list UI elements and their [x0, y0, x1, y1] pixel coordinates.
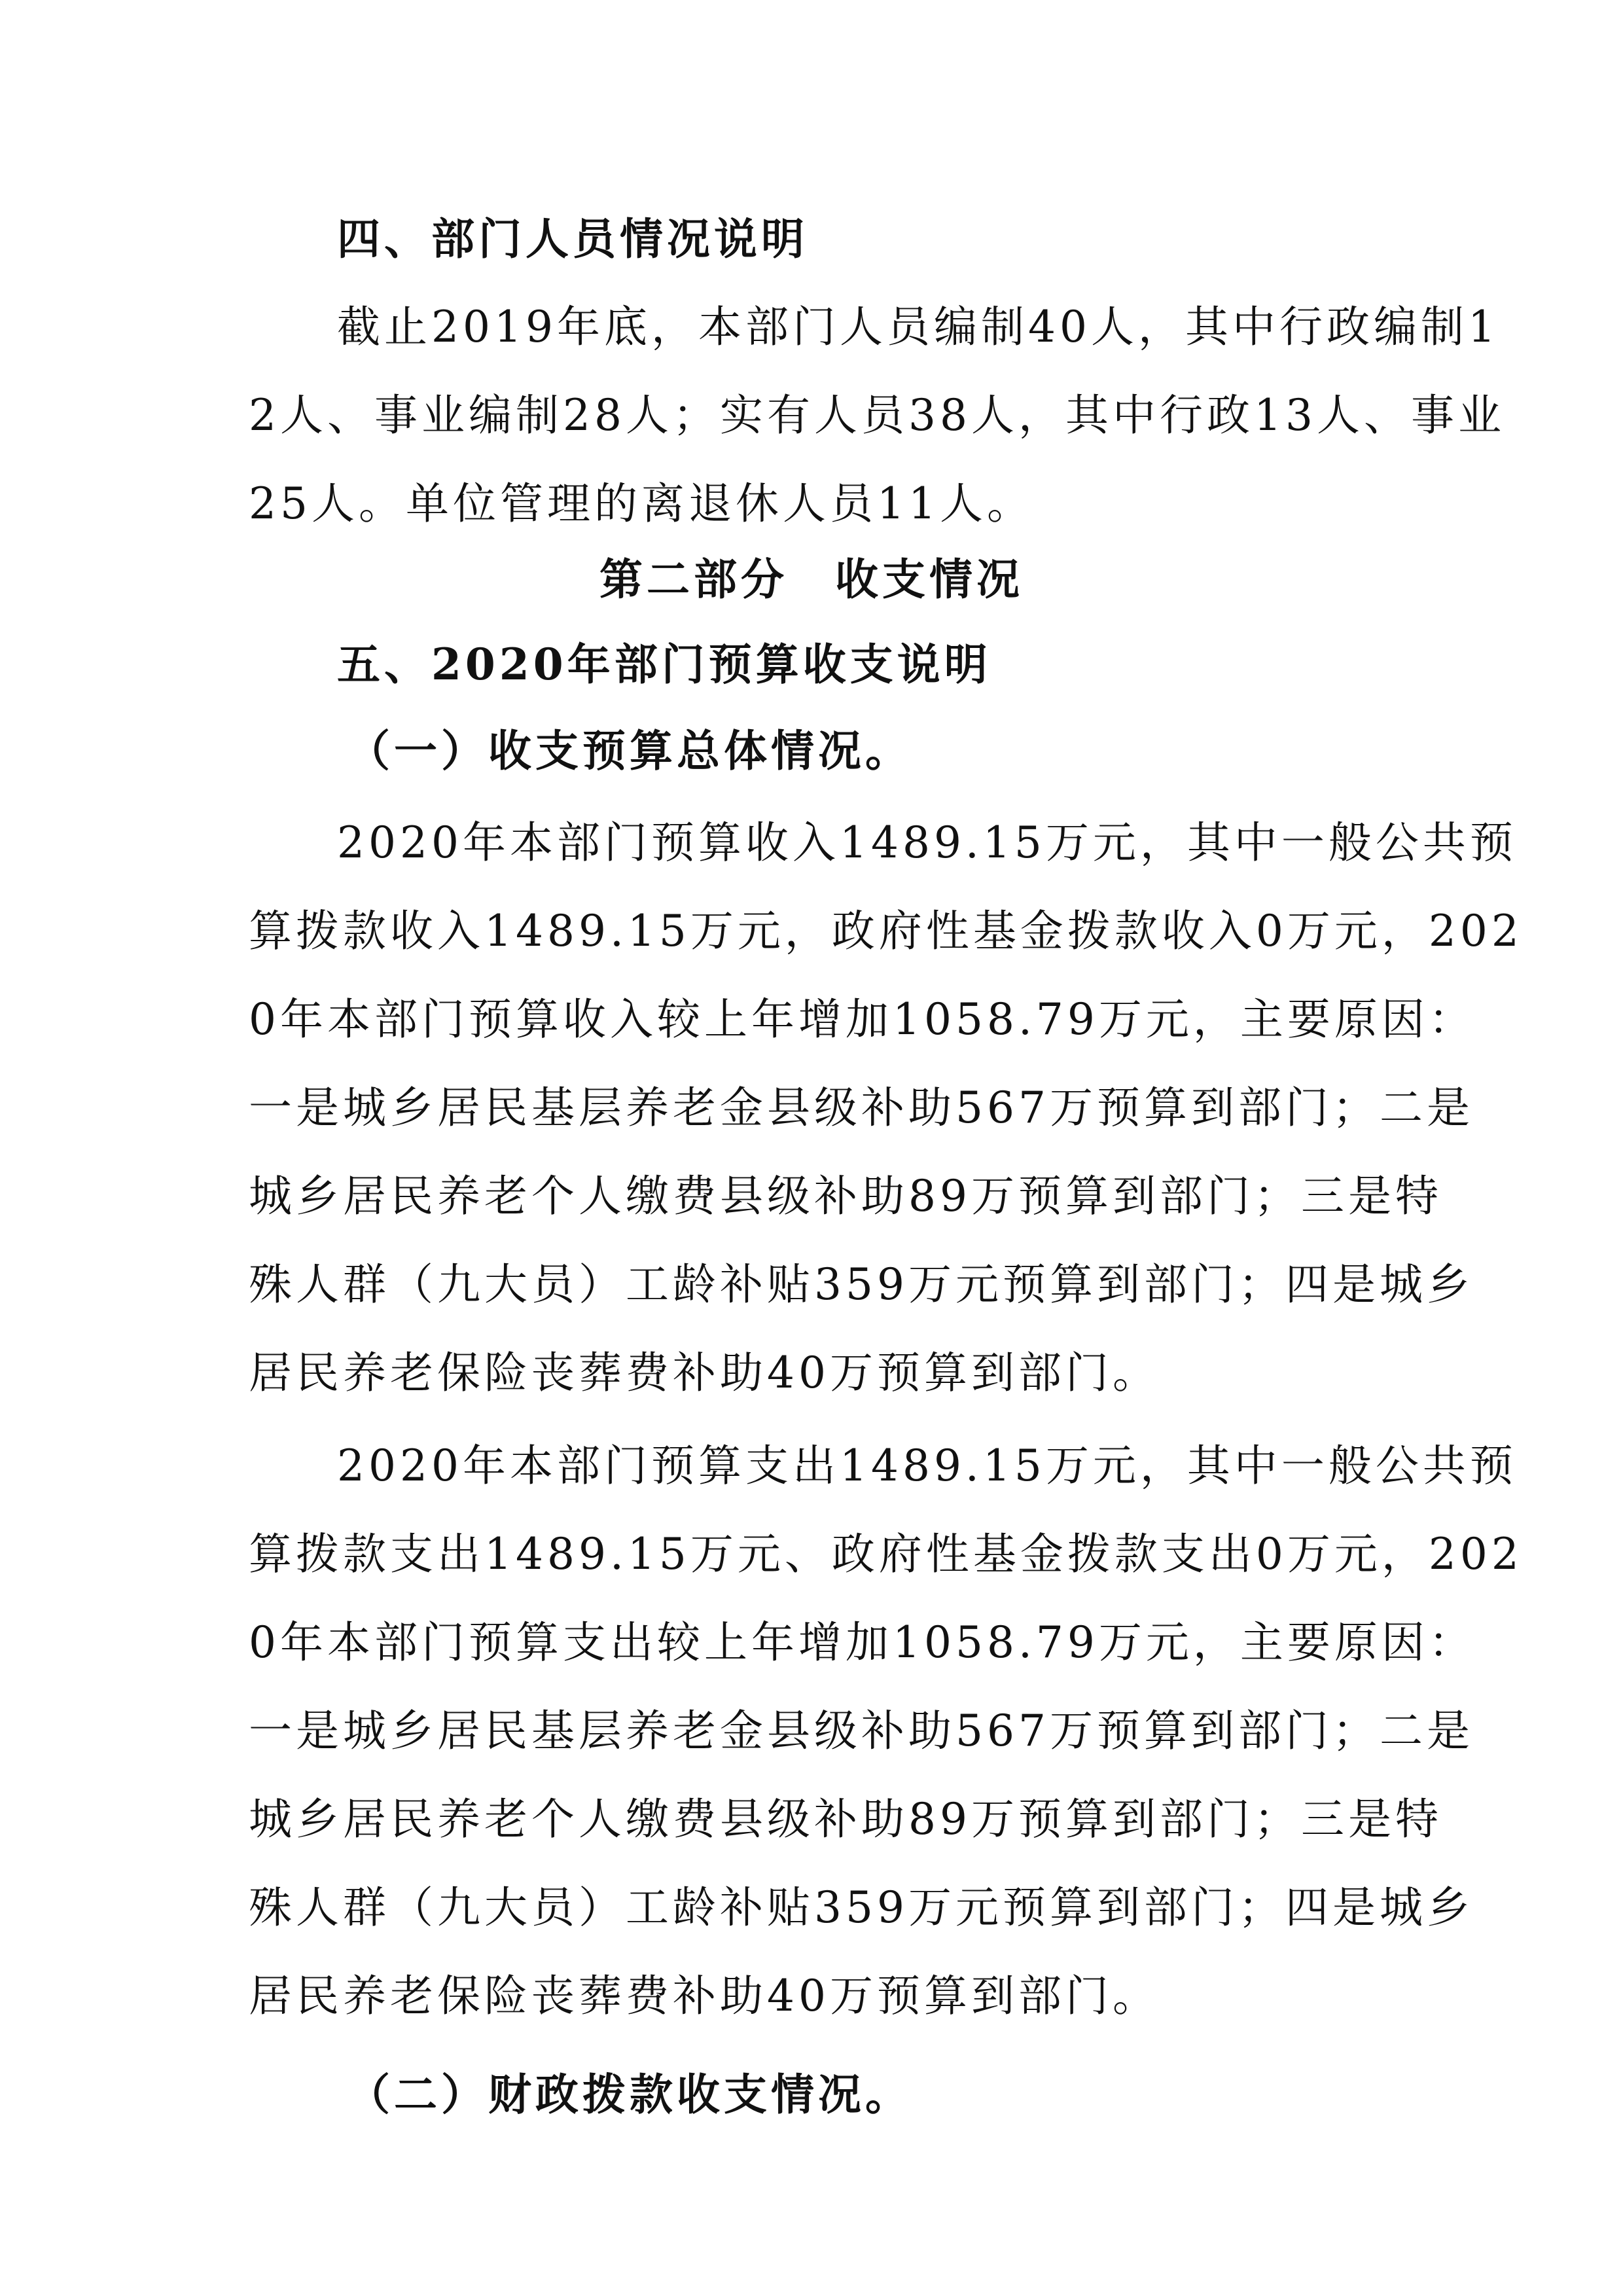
- income-para-line: 居民养老保险丧葬费补助40万预算到部门。: [249, 1348, 1160, 1398]
- expense-para-line: 城乡居民养老个人缴费县级补助89万预算到部门；三是特: [249, 1794, 1442, 1844]
- expense-para-line: 算拨款支出1489.15万元、政府性基金拨款支出0万元，202: [249, 1529, 1523, 1579]
- expense-para-line: 居民养老保险丧葬费补助40万预算到部门。: [249, 1971, 1160, 2021]
- expense-para-line: 一是城乡居民基层养老金县级补助567万预算到部门；二是: [249, 1706, 1474, 1756]
- expense-para-line: 0年本部门预算支出较上年增加1058.79万元，主要原因：: [249, 1617, 1476, 1668]
- part-2-title: 第二部分 收支情况: [599, 554, 1024, 605]
- income-para-line: 算拨款收入1489.15万元，政府性基金拨款收入0万元，202: [249, 906, 1523, 956]
- income-para-line: 殊人群（九大员）工龄补贴359万元预算到部门；四是城乡: [249, 1259, 1474, 1310]
- section-4-heading: 四、部门人员情况说明: [337, 213, 808, 264]
- expense-para-line: 2020年本部门预算支出1489.15万元，其中一般公共预: [337, 1441, 1517, 1491]
- section-4-para-line: 截止2019年底，本部门人员编制40人，其中行政编制1: [337, 302, 1499, 352]
- income-para-line: 城乡居民养老个人缴费县级补助89万预算到部门；三是特: [249, 1171, 1442, 1221]
- section-5-heading: 五、2020年部门预算收支说明: [337, 639, 991, 690]
- expense-para-line: 殊人群（九大员）工龄补贴359万元预算到部门；四是城乡: [249, 1882, 1474, 1933]
- subsection-1-heading: （一）收支预算总体情况。: [347, 725, 912, 776]
- subsection-2-heading: （二）财政拨款收支情况。: [347, 2069, 912, 2120]
- income-para-line: 2020年本部门预算收入1489.15万元，其中一般公共预: [337, 817, 1517, 868]
- section-4-para-line: 25人。单位管理的离退休人员11人。: [249, 478, 1034, 529]
- income-para-line: 一是城乡居民基层养老金县级补助567万预算到部门；二是: [249, 1083, 1474, 1133]
- section-4-para-line: 2人、事业编制28人；实有人员38人，其中行政13人、事业: [249, 390, 1505, 440]
- income-para-line: 0年本部门预算收入较上年增加1058.79万元，主要原因：: [249, 994, 1476, 1045]
